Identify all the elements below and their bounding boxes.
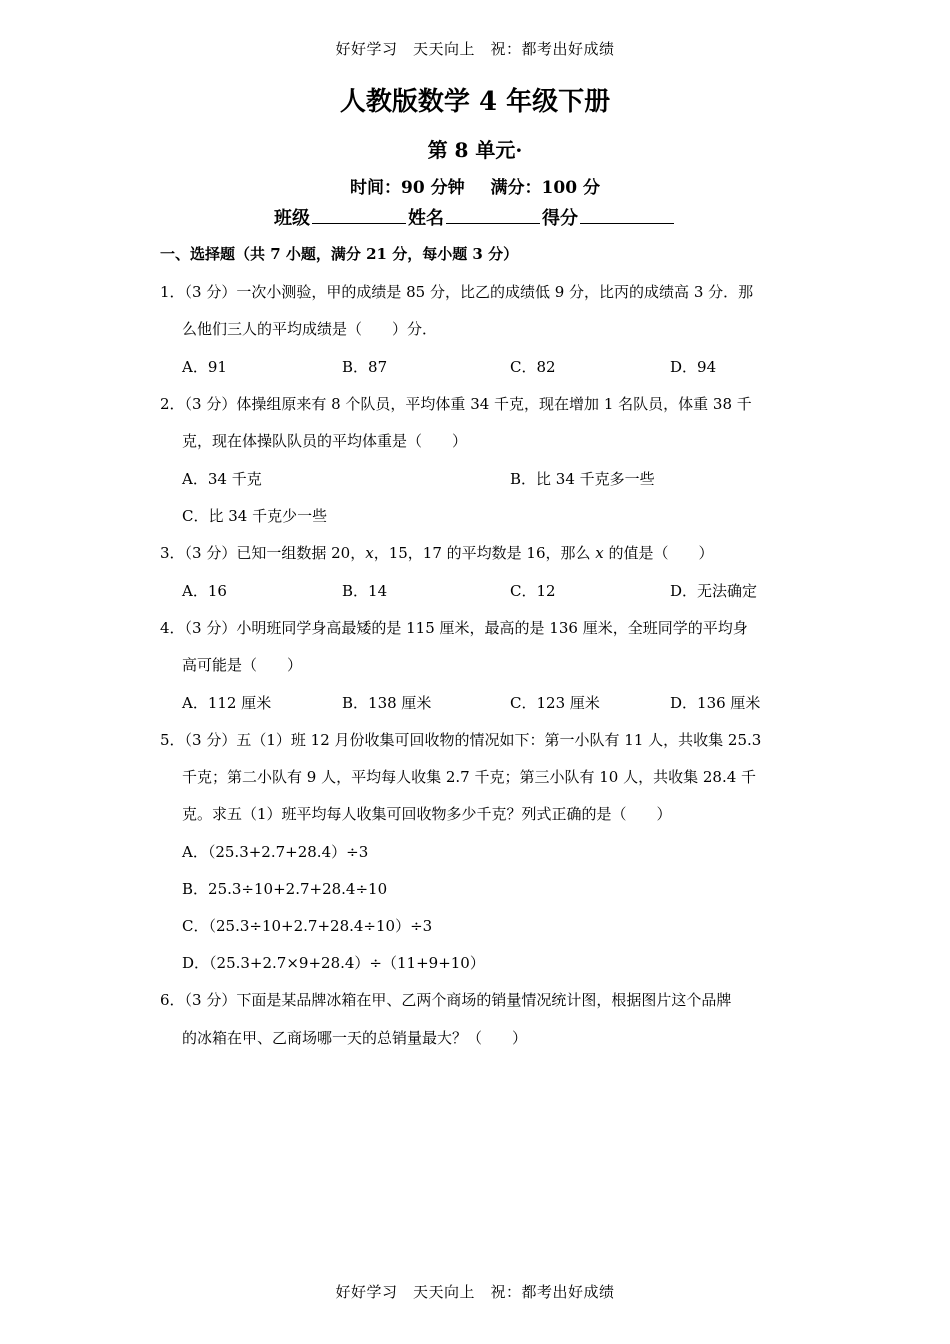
student-info-line (0, 204, 950, 230)
question-6-line-2: 的冰箱在甲、乙商场哪一天的总销量最大？（ ） (182, 1029, 528, 1047)
name-label: 姓名 (408, 208, 444, 229)
question-1-line-2: 么他们三人的平均成绩是（ ）分． (182, 320, 438, 338)
footer-motto: 好好学习 天天向上 祝：都考出好成绩 (335, 1283, 615, 1301)
question-3-option-c: C．12 (510, 582, 556, 600)
question-6-line-1: 6．（3 分）下面是某品牌冰箱在甲、乙两个商场的销量情况统计图，根据图片这个品牌 (160, 991, 732, 1009)
question-2-option-a: A．34 千克 (182, 470, 262, 488)
question-2-option-c: C．比 34 千克少一些 (182, 507, 328, 525)
question-3-option-b: B．14 (342, 582, 388, 600)
question-3-option-a: A．16 (182, 582, 227, 600)
question-3-var-x: x (365, 544, 374, 562)
question-1-option-b: B．87 (342, 358, 388, 376)
question-3-text-a: 3．（3 分）已知一组数据 20， (160, 544, 366, 562)
question-1-option-c: C．82 (510, 358, 556, 376)
question-5-line-3: 克。求五（1）班平均每人收集可回收物多少千克？列式正确的是（ ） (182, 805, 672, 823)
question-5-option-b: B．25.3÷10+2.7+28.4÷10 (182, 880, 388, 898)
question-3-text-c: 的值是（ ） (603, 544, 714, 562)
score-blank[interactable] (580, 206, 674, 224)
header-motto: 好好学习 天天向上 祝：都考出好成绩 (335, 40, 615, 58)
question-3-option-d: D．无法确定 (670, 582, 758, 600)
question-4-line-1: 4．（3 分）小明班同学身高最矮的是 115 厘米，最高的是 136 厘米，全班同学的平均身 (160, 619, 748, 637)
class-label: 班级 (274, 208, 310, 229)
question-4-option-b: B．138 厘米 (342, 694, 432, 712)
exam-total-score: 满分：100 分 (490, 178, 600, 198)
question-5-option-a: A．（25.3+2.7+28.4）÷3 (182, 843, 369, 861)
question-4-line-2: 高可能是（ ） (182, 656, 303, 674)
unit-title: 第 8 单元· (427, 138, 523, 162)
question-5-option-d: D．（25.3+2.7×9+28.4）÷（11+9+10） (182, 954, 485, 972)
question-5-line-1: 5．（3 分）五（1）班 12 月份收集可回收物的情况如下：第一小队有 11 人，共收集 25.3 (160, 731, 762, 749)
question-3-text-b: ，15，17 的平均数是 16，那么 (373, 544, 596, 562)
exam-time: 时间：90 分钟 (350, 178, 465, 198)
question-5-line-2: 千克；第二小队有 9 人，平均每人收集 2.7 千克；第三小队有 10 人，共收集 28.4 千 (182, 768, 757, 786)
question-2-line-1: 2．（3 分）体操组原来有 8 个队员，平均体重 34 千克，现在增加 1 名队员，体重 38 千 (160, 395, 752, 413)
question-3-line-1 (160, 542, 714, 563)
question-5-option-c: C．（25.3÷10+2.7+28.4÷10）÷3 (182, 917, 433, 935)
question-4-option-a: A．112 厘米 (182, 694, 272, 712)
name-blank[interactable] (446, 206, 540, 224)
question-4-option-d: D．136 厘米 (670, 694, 761, 712)
class-blank[interactable] (312, 206, 406, 224)
question-1-line-1: 1．（3 分）一次小测验，甲的成绩是 85 分，比乙的成绩低 9 分，比丙的成绩高 3 分．那 (160, 283, 754, 301)
question-2-option-b: B．比 34 千克多一些 (510, 470, 655, 488)
exam-meta (0, 173, 950, 198)
page-title: 人教版数学 4 年级下册 (339, 87, 611, 117)
question-2-line-2: 克，现在体操队队员的平均体重是（ ） (182, 432, 468, 450)
question-1-option-d: D．94 (670, 358, 717, 376)
question-3-var-x-2: x (595, 544, 604, 562)
section-title: 一、选择题（共 7 小题，满分 21 分，每小题 3 分） (160, 245, 519, 263)
question-4-option-c: C．123 厘米 (510, 694, 600, 712)
question-1-option-a: A．91 (182, 358, 227, 376)
score-label: 得分 (542, 208, 578, 229)
